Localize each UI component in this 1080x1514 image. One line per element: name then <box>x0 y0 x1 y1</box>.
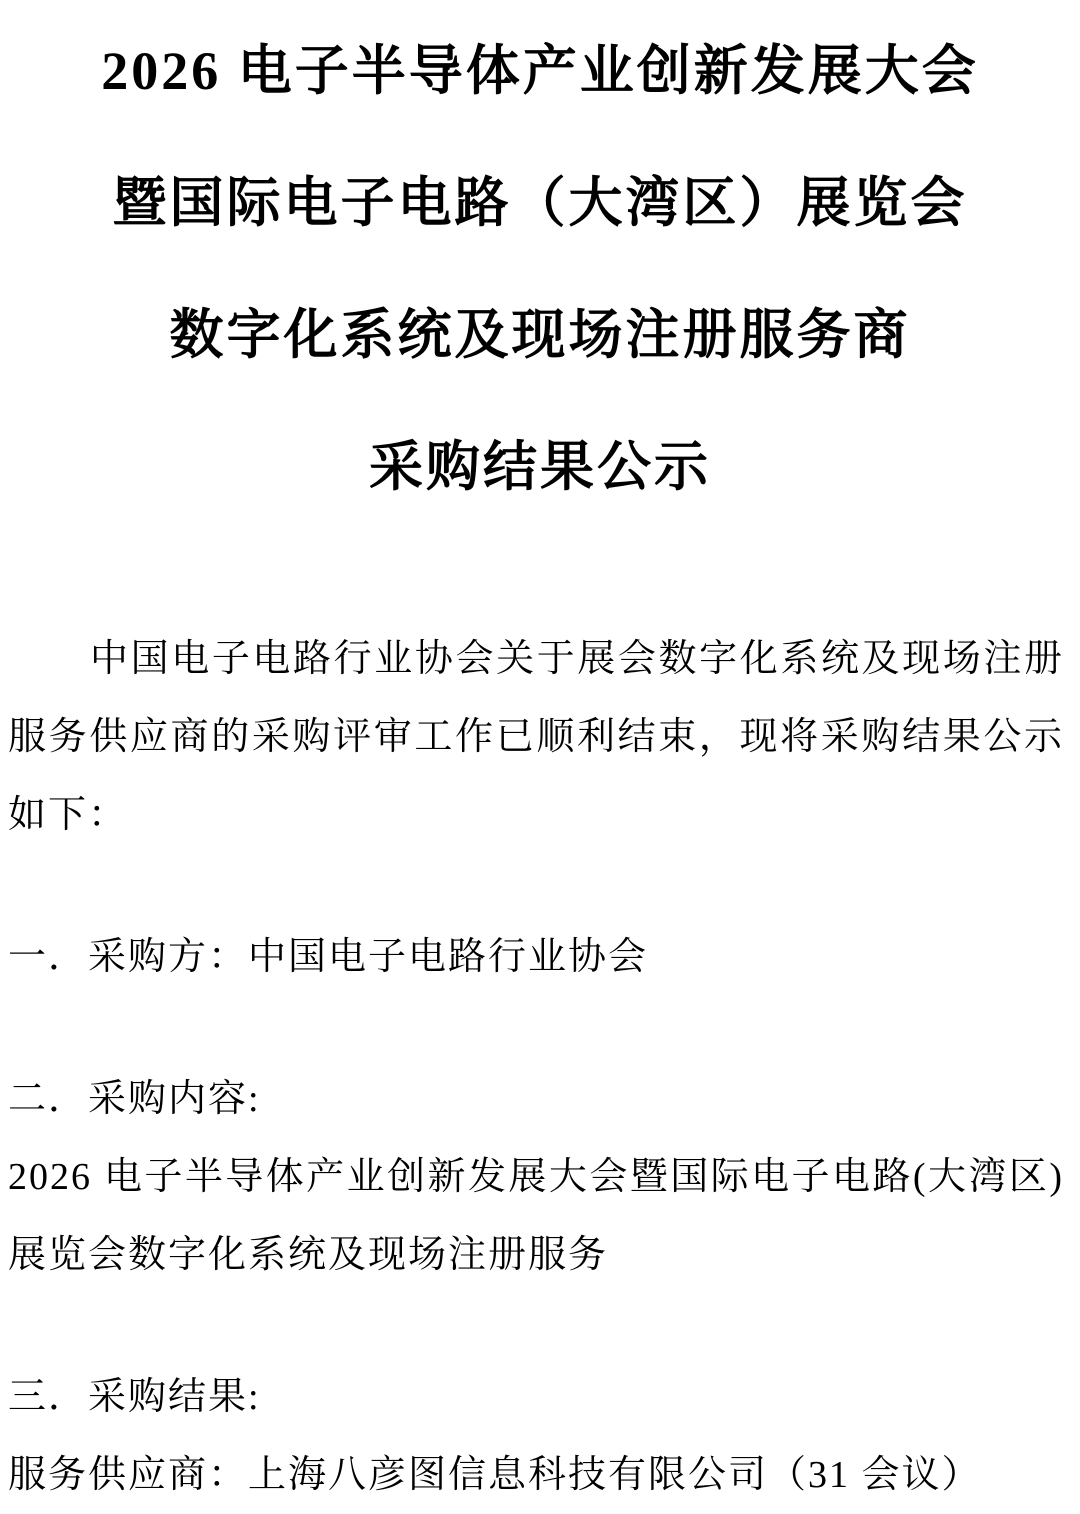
section-3-heading-procurement-result: 三．采购结果: <box>8 1376 261 1418</box>
title-line-3: 数字化系统及现场注册服务商 <box>169 304 911 365</box>
section-2-heading-procurement-content: 二．采购内容: <box>8 1078 261 1120</box>
title-line-1: 2026 电子半导体产业创新发展大会 <box>101 40 979 101</box>
intro-paragraph-line-2: 服务供应商的采购评审工作已顺利结束，现将采购结果公示 <box>8 716 1064 758</box>
intro-paragraph-line-3: 如下： <box>8 794 129 836</box>
section-2-content-line-1: 2026 电子半导体产业创新发展大会暨国际电子电路(大湾区) <box>8 1156 1064 1198</box>
title-line-4: 采购结果公示 <box>369 436 711 497</box>
document-body <box>8 620 1064 1514</box>
intro-paragraph-line-1: 中国电子电路行业协会关于展会数字化系统及现场注册 <box>90 638 1064 680</box>
title-line-2: 暨国际电子电路（大湾区）展览会 <box>112 172 968 233</box>
document-title <box>0 0 1080 528</box>
section-3-content-line-1: 服务供应商：上海八彦图信息科技有限公司（31 会议） <box>8 1454 982 1496</box>
section-2-content-line-2: 展览会数字化系统及现场注册服务 <box>8 1234 609 1276</box>
section-1-heading-purchaser: 一．采购方：中国电子电路行业协会 <box>8 936 649 978</box>
